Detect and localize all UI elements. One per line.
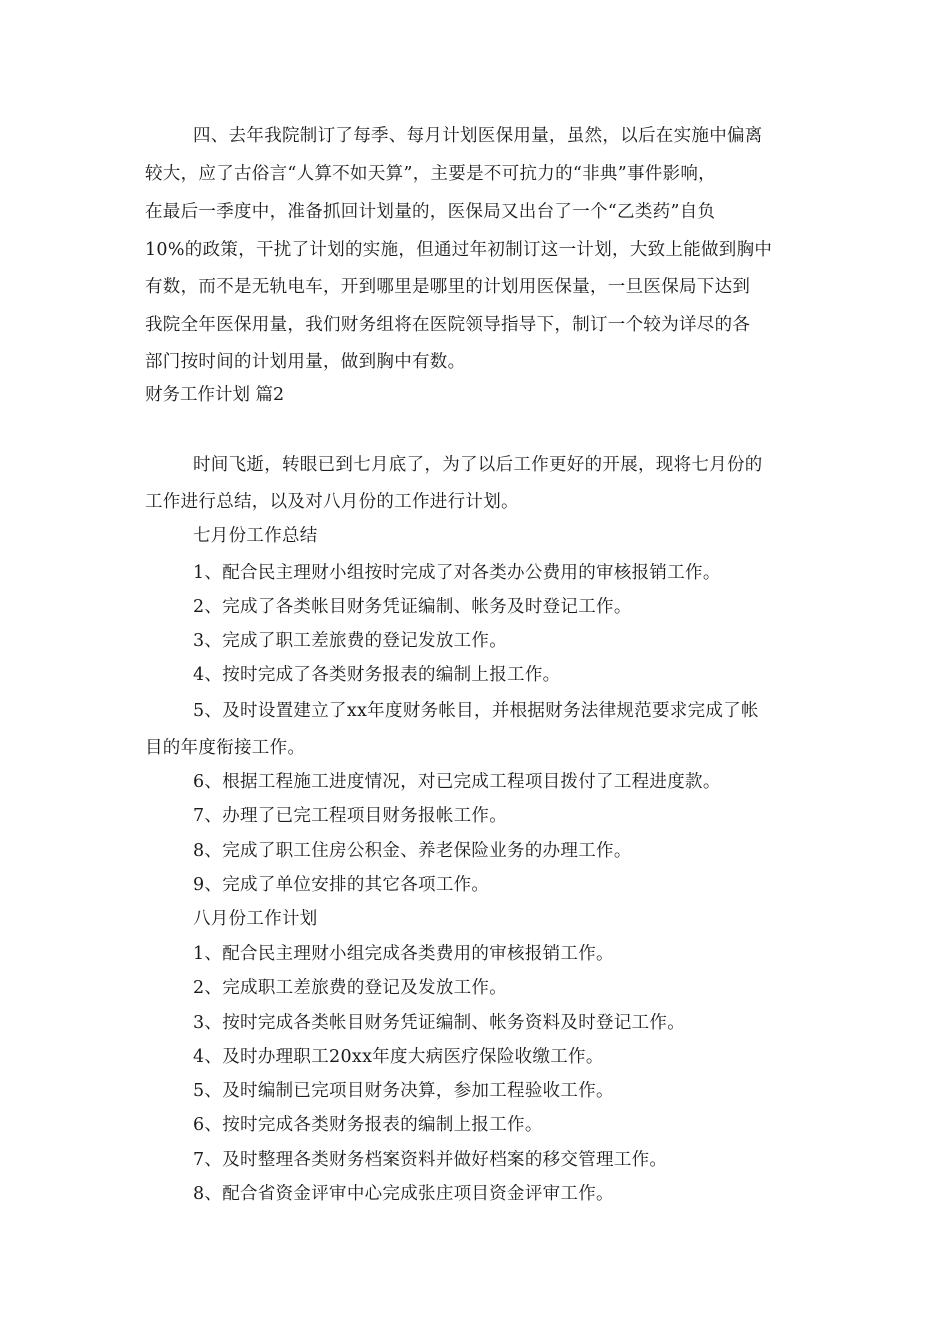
section-title: 财务工作计划 篇2 (145, 385, 285, 405)
paragraph-line: 时间飞逝，转眼已到七月底了，为了以后工作更好的开展，现将七月份的 (193, 455, 763, 475)
august-heading: 八月份工作计划 (193, 909, 318, 929)
list-item: 2、完成职工差旅费的登记及发放工作。 (193, 978, 508, 998)
list-item: 4、按时完成了各类财务报表的编制上报工作。 (193, 665, 561, 685)
paragraph-line: 工作进行总结，以及对八月份的工作进行计划。 (145, 492, 519, 512)
list-item: 3、按时完成各类帐目财务凭证编制、帐务资料及时登记工作。 (193, 1013, 686, 1033)
paragraph-line: 部门按时间的计划用量，做到胸中有数。 (145, 352, 466, 372)
july-heading: 七月份工作总结 (193, 526, 318, 546)
list-item: 7、办理了已完工程项目财务报帐工作。 (193, 806, 508, 826)
list-item: 1、配合民主理财小组按时完成了对各类办公费用的审核报销工作。 (193, 563, 721, 583)
list-item: 9、完成了单位安排的其它各项工作。 (193, 875, 490, 895)
paragraph-line: 有数，而不是无轨电车，开到哪里是哪里的计划用医保量，一旦医保局下达到 (145, 277, 751, 297)
list-item: 4、及时办理职工20xx年度大病医疗保险收缴工作。 (193, 1047, 604, 1067)
list-item: 7、及时整理各类财务档案资料并做好档案的移交管理工作。 (193, 1150, 668, 1170)
list-item: 6、按时完成各类财务报表的编制上报工作。 (193, 1115, 543, 1135)
list-item: 8、完成了职工住房公积金、养老保险业务的办理工作。 (193, 841, 632, 861)
list-item: 1、配合民主理财小组完成各类费用的审核报销工作。 (193, 944, 614, 964)
list-item: 5、及时设置建立了xx年度财务帐目，并根据财务法律规范要求完成了帐 (193, 701, 759, 721)
paragraph-line: 我院全年医保用量，我们财务组将在医院领导指导下，制订一个较为详尽的各 (145, 315, 751, 335)
list-item: 3、完成了职工差旅费的登记发放工作。 (193, 631, 508, 651)
list-item: 8、配合省资金评审中心完成张庄项目资金评审工作。 (193, 1184, 614, 1204)
list-item-continuation: 目的年度衔接工作。 (145, 738, 306, 758)
paragraph-line: 10%的政策，干扰了计划的实施，但通过年初制订这一计划，大致上能做到胸中 (145, 240, 773, 260)
list-item: 6、根据工程施工进度情况，对已完成工程项目拨付了工程进度款。 (193, 772, 721, 792)
paragraph-line: 较大，应了古俗言“人算不如天算”，主要是不可抗力的“非典”事件影响， (145, 164, 716, 184)
list-item: 5、及时编制已完项目财务决算，参加工程验收工作。 (193, 1081, 614, 1101)
paragraph-line: 四、去年我院制订了每季、每月计划医保用量，虽然，以后在实施中偏离 (193, 126, 763, 146)
list-item: 2、完成了各类帐目财务凭证编制、帐务及时登记工作。 (193, 597, 632, 617)
paragraph-line: 在最后一季度中，准备抓回计划量的，医保局又出台了一个“乙类药”自负 (145, 202, 716, 222)
